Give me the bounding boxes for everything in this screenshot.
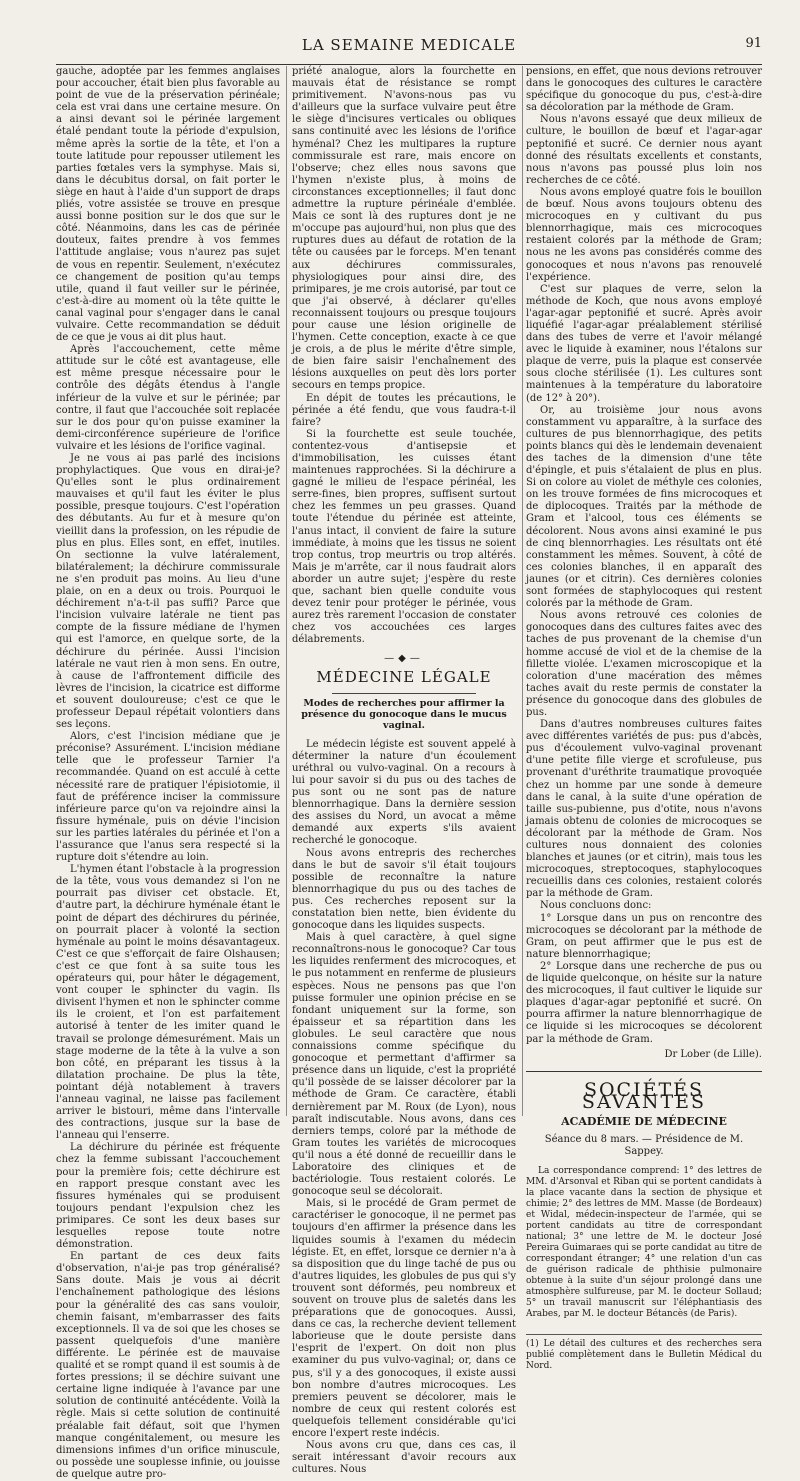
societes-savantes-box: [526, 1071, 762, 1320]
session-line: Séance du 8 mars. — Présidence de M. Sappey.: [544, 1133, 744, 1158]
paragraph: En dépit de toutes les précautions, le périnée a été fendu, que vous faudra-t-il faire?: [292, 392, 516, 428]
journal-title: LA SEMAINE MEDICALE: [301, 36, 517, 54]
paragraph: Or, au troisième jour nous avons constamment vu apparaître, à la surface des cultures de pus blennorrhagique, des petits points blancs qui dès le lendemain devenaient des taches de la dimension d'une tête d'épingle, et puis s'étalaient de plus en plus. Si on colore au violet de méthyle ces colonies, on les trouve formées de fins microcoques et de diplocoques. Traités par la méthode de Gram et l'alcool, tous ces éléments se décolorent. Nous avons ainsi examiné le pus de cinq blennorrhagies. Les résultats ont été constamment les mêmes. Souvent, à côté de ces colonies blanches, il en apparaît des jaunes (or et citrin). Ces dernières colonies sont formées de staphylocoques qui restent colorés par la méthode de Gram.: [526, 404, 762, 610]
paragraph: La déchirure du périnée est fréquente chez la femme subissant l'accouchement pour la première fois; cette déchirure est en rapport presque constant avec les fissures hyménales qui se produisent toujours pendant l'expulsion chez les primipares. Ce sont les deux bases sur lesquelles repose toute notre démonstration.: [56, 1142, 280, 1251]
paragraph: Nous concluons donc:: [540, 900, 652, 912]
author-signature: Dr Lober (de Lille).: [664, 1048, 762, 1060]
paragraph: Après l'accouchement, cette même attitude sur le côté est avantageuse, elle est même presque nécessaire pour le contrôle des dégâts étendus à l'angle inférieur de la vulve et sur le périnée; par contre, il faut que l'accouchée soit replacée sur le dos pour qu'on puisse examiner la demi-circonférence supérieure de l'orifice vulvaire et les lésions de l'orifice vaginal.: [56, 344, 280, 452]
paragraph: Alors, c'est l'incision médiane que je préconise? Assurément. L'incision médiane telle que le professeur Tarnier l'a recommandée. Quand on est acculé à cette nécessité rare de pratiquer l'épisiotomie, il faut de préférence inciser la commissure inférieure parce qu'on va rejoindre ainsi la fissure hyménale, puis on dévie l'incision sur les parties latérales du périnée et l'on a l'assurance que l'anus sera respecté si la rupture doit s'étendre au loin.: [56, 731, 280, 864]
divider: [332, 693, 476, 694]
subhead-academie: ACADÉMIE DE MÉDECINE: [561, 1114, 727, 1128]
paragraph: priété analogue, alors la fourchette en mauvais état de résistance se rompt primitivement. N'avons-nous pas vu d'ailleurs que la surface vulvaire peut être le siège d'incisures verticales ou obliques sans continuité avec les lésions de l'orifice hyménal? Chez les multipares la rupture commissurale est rare, mais encore on l'observe; chez elles nous savons que l'hymen n'existe plus, à moins de circonstances exceptionnelles; il faut donc admettre la rupture périnéale d'emblée. Mais ce sont là des ruptures dont je ne m'occupe pas aujourd'hui, non plus que des ruptures dues au défaut de rotation de la tête ou causées par le forceps. M'en tenant aux déchirures commissurales, physiologiques pour ainsi dire, des primipares, je me crois autorisé, par tout ce que j'ai observé, à déclarer qu'elles reconnaissent toujours ou presque toujours pour cause une lésion originelle de l'hymen. Cette conception, exacte à ce que je crois, a de plus le mérite d'être simple, de bien faire saisir l'enchaînement des lésions auxquelles on peut dès lors porter secours en temps propice.: [292, 66, 516, 392]
paragraph: Je ne vous ai pas parlé des incisions prophylactiques. Que vous en dirai-je? Qu'elles sont le plus ordinairement mauvaises et qu'il faut les éviter le plus possible, presque toujours. C'est l'opération des débutants. Au fur et à mesure qu'on vieillit dans la profession, on les répudie de plus en plus. Elles sont, en effet, inutiles. On sectionne la vulve latéralement, bilatéralement; la déchirure commissurale ne s'en produit pas moins. Au lieu d'une plaie, on en a deux ou trois. Pourquoi le déchirement n'a-t-il pas suffi? Parce que l'incision vulvaire latérale ne tient pas compte de la fissure médiane de l'hymen qui est l'amorce, en quelque sorte, de la déchirure du périnée. Aussi l'incision latérale ne vaut rien à mon sens. En outre, à cause de l'affrontement difficile des lèvres de l'incision, la cicatrice est difforme et souvent douloureuse; c'est ce que le professeur Depaul répétait volontiers dans ses leçons.: [56, 453, 280, 731]
paragraph: Le médecin légiste est souvent appelé à déterminer la nature d'un écoulement uréthral ou vulvo-vaginal. On a recours à lui pour savoir si du pus ou des taches de pus sont ou ne sont pas de nature blennorrhagique. Dans la dernière session des assises du Nord, un avocat a même demandé aux experts s'ils avaient recherché le gonocoque.: [292, 738, 516, 847]
paragraph: 2° Lorsque dans une recherche de pus ou de liquide quelconque, on hésite sur la nature des microcoques, il faut cultiver le liquide sur plaques d'agar-agar peptonifié et sucré. On pourra affirmer la nature blennorrhagique de ce liquide si les microcoques se décolorent par la méthode de Gram.: [526, 960, 762, 1045]
paragraph: Nous avons cru que, dans ces cas, il serait intéressant d'avoir recours aux cultures. Nous: [292, 1440, 516, 1476]
column-2: [292, 66, 523, 1476]
paragraph: C'est sur plaques de verre, selon la méthode de Koch, que nous avons employé l'agar-agar peptonifié et sucré. Après avoir liquéfié l'agar-agar préalablement stérilisé dans des tubes de verre et l'avoir mélangé avec le liquide à examiner, nous l'étalons sur plaque de verre, puis la plaque est conservée sous cloche stérilisée (1). Les cultures sont maintenues à la température du laboratoire (de 12° à 20°).: [526, 283, 762, 404]
paragraph: 1° Lorsque dans un pus on rencontre des microcoques se décolorant par la méthode de Gram, on peut affirmer que le pus est de nature blennorrhagique;: [526, 912, 762, 960]
paragraph: gauche, adoptée par les femmes anglaises pour accoucher, était bien plus favorable au point de vue de la préservation périnéale; cela est vrai dans une certaine mesure. On a ainsi devant soi le périnée largement étalé pendant toute la période d'expulsion, même après la sortie de la tête, et l'on a toute latitude pour repousser utilement les parties fœtales vers la symphyse. Mais si, dans le décubitus dorsal, on fait porter le siège en haut à l'aide d'un support de draps pliés, votre assistée se trouve en presque aussi bonne position sur le dos que sur le côté. Néanmoins, dans les cas de périnée douteux, faites prendre à vos femmes l'attitude anglaise; vous n'aurez pas sujet de vous en repentir. Seulement, n'exécutez ce changement de position qu'au temps utile, quand il faut veiller sur le périnée, c'est-à-dire au moment où la tête quitte le canal vaginal pour s'engager dans le canal vulvaire. Cette recommandation se déduit de ce que je vous ai dit plus haut.: [56, 66, 280, 344]
paragraph: Dans d'autres nombreuses cultures faites avec différentes variétés de pus: pus d'abcès, pus d'écoulement vulvo-vaginal provenant d'une petite fille vierge et scrofuleuse, pus provenant d'uréthrite traumatique provoquée chez un homme par une sonde à demeure dans le canal, à la suite d'une opération de taille sus-pubienne, pus d'otite, nous n'avons jamais obtenu de colonies de microcoques se décolorant par la méthode de Gram. Nos cultures nous donnaient des colonies blanches et jaunes (or et citrin), mais tous les microcoques, streptocoques, staphylocoques recueillis dans ces colonies, restaient colorés par la méthode de Gram.: [526, 719, 762, 900]
paragraph: Nous avons employé quatre fois le bouillon de bœuf. Nous avons toujours obtenu des microcoques en y cultivant du pus blennorrhagique, mais ces microcoques restaient colorés par la méthode de Gram; nous ne les avons pas considérés comme des gonocoques et nous n'avons pas renouvelé l'expérience.: [526, 186, 762, 283]
paragraph: En partant de ces deux faits d'observation, n'ai-je pas trop généralisé? Sans doute. Mais je vous ai décrit l'enchaînement pathologique des lésions pour la généralité des cas sans vouloir, chemin faisant, m'embarrasser des faits exceptionnels. Il va de soi que les choses se passent quelquefois d'une manière différente. Le périnée est de mauvaise qualité et se rompt quand il est soumis à de fortes pressions; il se déchire suivant une certaine ligne indiquée à l'avance par une solution de continuité antécédente. Voilà la règle. Mais si cette solution de continuité préalable fait défaut, soit que l'hymen manque congénitalement, ou mesure les dimensions infimes d'un orifice minuscule, ou possède une souplesse infinie, ou jouisse de quelque autre pro-: [56, 1251, 280, 1480]
paragraph: L'hymen étant l'obstacle à la progression de la tête, vous vous demandez si l'on ne pourrait pas diviser cet obstacle. Et, d'autre part, la déchirure hyménale étant le point de départ des déchirures du périnée, on pourrait placer à volonté la section hyménale au point le moins désavantageux. C'est ce que s'efforçait de faire Olshausen; c'est ce que font à sa suite tous les opérateurs qui, pour hâter le dégagement, vont couper le sphincter du vagin. Ils divisent l'hymen et non le sphincter comme ils le croient, et l'on est parfaitement autorisé à tenter de les imiter quand le travail se prolonge démesurément. Mais un stage moderne de la tête à la vulve a son bon côté, en préparant les tissus à la dilatation prochaine. De plus la tête, pointant déjà notablement à travers l'anneau vaginal, ne laisse pas facilement arriver le bistouri, même dans l'intervalle des contractions, jusque sur la base de l'anneau qui l'enserre.: [56, 864, 280, 1142]
page-header: [56, 28, 762, 65]
paragraph: Nous avons entrepris des recherches dans le but de savoir s'il était toujours possible de reconnaître la nature blennorrhagique du pus ou des taches de pus. Ces recherches reposent sur la constatation bien nette, bien évidente du gonocoque dans les liquides suspects.: [292, 847, 516, 932]
paragraph: Nous n'avons essayé que deux milieux de culture, le bouillon de bœuf et l'agar-agar peptonifié et sucré. Ce dernier nous ayant donné des résultats excellents et constants, nous n'avons pas poussé plus loin nos recherches de ce côté.: [526, 114, 762, 186]
section-separator: —◆—: [384, 652, 424, 664]
paragraph: Si la fourchette est seule touchée, contentez-vous d'antisepsie et d'immobilisation, les cuisses étant maintenues rapprochées. Si la déchirure a gagné le milieu de l'espace périnéal, les serre-fines, bien propres, suffisent surtout chez les femmes un peu grasses. Quand toute l'étendue du périnée est atteinte, l'anus intact, il convient de faire la suture immédiate, à moins que les tissus ne soient trop contus, trop meurtris ou trop altérés. Mais je m'arrête, car il nous faudrait alors aborder un autre sujet; j'espère du reste que, sachant bien quelle conduite vous devez tenir pour protéger le périnée, vous aurez très rarement l'occasion de constater chez vos accouchées ces larges délabrements.: [292, 428, 516, 646]
footnote: (1) Le détail des cultures et des recherches sera publié complètement dans le Bulletin Médical du Nord.: [526, 1334, 762, 1372]
section-title-medecine-legale: MÉDECINE LÉGALE: [316, 667, 492, 686]
article-subtitle: Modes de recherches pour affirmer la présence du gonocoque dans le mucus vaginal.: [301, 697, 507, 731]
paragraph: La correspondance comprend: 1° des lettres de MM. d'Arsonval et Riban qui se portent candidats à la place vacante dans la section de physique et chimie; 2° des lettres de MM. Masse (de Bordeaux) et Widal, médecin-inspecteur de l'armée, qui se portent candidats au titre de correspondant national; 3° une lettre de M. le docteur José Pereira Guimaraes qui se porte candidat au titre de correspondant étranger; 4° une relation d'un cas de guérison radicale de phthisie pulmonaire obtenue à la suite d'un séjour prolongé dans une atmosphère sulfureuse, par M. le docteur Sollaud; 5° un travail manuscrit sur l'éléphantiasis des Arabes, par M. le docteur Bétancès (de Paris).: [526, 1166, 762, 1320]
column-1: [56, 66, 287, 1480]
paragraph: Mais, si le procédé de Gram permet de caractériser le gonocoque, il ne permet pas toujours d'en affirmer la présence dans les liquides soumis à l'examen du médecin légiste. Et, en effet, lorsque ce dernier n'a à sa disposition que du linge taché de pus ou d'autres liquides, les globules de pus qui s'y trouvent sont déformés, peu nombreux et souvent on trouve plus de saletés dans les préparations que de gonocoques. Aussi, dans ce cas, la recherche devient tellement laborieuse que le doute persiste dans l'esprit de l'expert. On doit non plus examiner du pus vulvo-vaginal; or, dans ce pus, s'il y a des gonocoques, il existe aussi bon nombre d'autres microcoques. Les premiers peuvent se décolorer, mais le nombre de ceux qui restent colorés est quelquefois tellement considérable qu'ici encore l'expert reste indécis.: [292, 1198, 516, 1440]
paragraph: Mais à quel caractère, à quel signe reconnaîtrons-nous le gonocoque? Car tous les liquides renferment des microcoques, et le pus notamment en renferme de plusieurs espèces. Nous ne pensons pas que l'on puisse formuler une opinion précise en se fondant uniquement sur la forme, son épaisseur et sa répartition dans les globules. Le seul caractère que nous connaissions comme spécifique du gonocoque et permettant d'affirmer sa présence dans un liquide, c'est la propriété qu'il possède de se laisser décolorer par la méthode de Gram. Ce caractère, établi dernièrement par M. Roux (de Lyon), nous paraît indiscutable. Nous avons, dans ces derniers temps, coloré par la méthode de Gram toutes les variétés de microcoques qu'il nous a été donné de recueillir dans le Laboratoire des cliniques et de bactériologie. Tous restaient colorés. Le gonocoque seul se décolorait.: [292, 932, 516, 1198]
paragraph: pensions, en effet, que nous devions retrouver dans le gonocoques des cultures le caractère spécifique du gonocoque du pus, c'est-à-dire sa décoloration par la méthode de Gram.: [526, 66, 762, 114]
page-number: 91: [745, 36, 762, 51]
section-title-societes-savantes: SOCIÉTÉS SAVANTES: [581, 1078, 707, 1113]
column-3: [526, 66, 762, 1372]
paragraph: Nous avons retrouvé ces colonies de gonocoques dans des cultures faites avec des taches de pus provenant de la chemise d'un homme accusé de viol et de la chemise de la fillette violée. L'examen microscopique et la coloration d'une macération des mêmes taches avait du reste permis de constater la présence du gonocoque dans des globules de pus.: [526, 610, 762, 718]
